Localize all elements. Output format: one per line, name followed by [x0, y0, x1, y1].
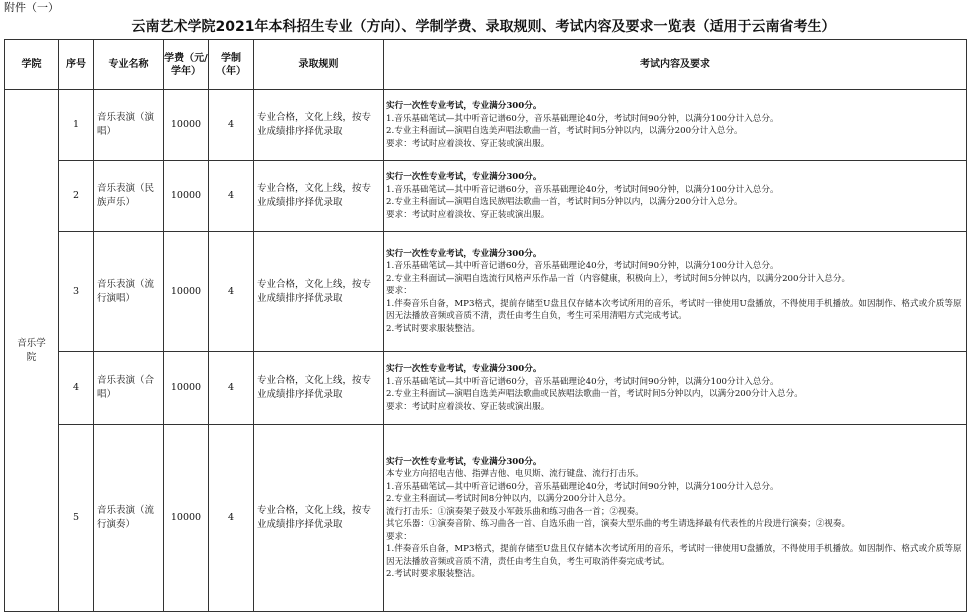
- major-cell: 音乐表演（民族声乐）: [94, 161, 164, 232]
- requirements-line: 1.音乐基础笔试—其中听音记谱60分，音乐基础理论40分，考试时间90分钟，以满分100分计入总分。: [386, 113, 779, 124]
- requirements-line: 1.音乐基础笔试—其中听音记谱60分，音乐基础理论40分，考试时间90分钟，以满分100分计入总分。: [386, 261, 779, 272]
- requirements-line: 2.考试时要求服装整洁。: [386, 569, 481, 579]
- requirements-line: 1.伴奏音乐自备，MP3格式，提前存储至U盘且仅存储本次考试所用的音乐，考试时一律使用U盘播放，不得使用手机播放。如因制作、格式或介质等原因无法播放音频或音质不清，责任由考生自负，考生可采用清唱方式完成考试。: [386, 298, 962, 322]
- fee-cell: 10000: [164, 352, 209, 425]
- fee-cell: 10000: [164, 425, 209, 612]
- rule-cell: 专业合格，文化上线，按专业成绩排序择优录取: [254, 352, 384, 425]
- requirements-line: 要求：考试时应着淡妆、穿正装或演出服。: [386, 209, 550, 220]
- requirements-line: 2.专业主科面试—演唱自选流行风格声乐作品一首（内容健康，积极向上），考试时间5分钟以内，以满分200分计入总分。: [386, 273, 851, 284]
- requirements-lead: 实行一次性专业考试，专业满分300分。: [386, 456, 542, 467]
- table-header-row: [5, 40, 967, 90]
- fee-cell: 10000: [164, 161, 209, 232]
- requirements-line: 2.专业主科面试—演唱自选民族唱法歌曲一首，考试时间5分钟以内，以满分200分计入总分。: [386, 197, 743, 207]
- requirements-line: 要求：: [386, 286, 412, 297]
- requirements-cell: [384, 352, 967, 425]
- major-cell: 音乐表演（流行演奏）: [94, 425, 164, 612]
- years-cell: 4: [209, 352, 254, 425]
- major-cell: 音乐表演（演唱）: [94, 90, 164, 161]
- requirements-cell: [384, 232, 967, 352]
- requirements-cell: [384, 425, 967, 612]
- attachment-label: 附件（一）: [4, 1, 59, 14]
- years-cell: 4: [209, 161, 254, 232]
- fee-cell: 10000: [164, 90, 209, 161]
- requirements-lead: 实行一次性专业考试，专业满分300分。: [386, 172, 542, 182]
- fee-cell: 10000: [164, 232, 209, 352]
- table-row: [5, 232, 967, 352]
- rule-cell: 专业合格，文化上线，按专业成绩排序择优录取: [254, 232, 384, 352]
- header-college: 学院: [5, 40, 59, 90]
- index-cell: 5: [59, 425, 94, 612]
- requirements-line: 1.音乐基础笔试—其中听音记谱60分，音乐基础理论40分，考试时间90分钟，以满分100分计入总分。: [386, 376, 779, 387]
- table-row: [5, 352, 967, 425]
- requirements-line: 1.伴奏音乐自备，MP3格式，提前存储至U盘且仅存储本次考试所用的音乐，考试时一律使用U盘播放，不得使用手机播放。如因制作、格式或介质等原因无法播放音频或音质不清，责任由考生自负，考生可取消伴奏完成考试。: [386, 544, 962, 567]
- header-index: 序号: [59, 40, 94, 90]
- requirements-line: 2.专业主科面试—演唱自选美声唱法歌曲或民族唱法歌曲一首，考试时间5分钟以内，以满分200分计入总分。: [386, 389, 803, 399]
- years-cell: 4: [209, 90, 254, 161]
- index-cell: 2: [59, 161, 94, 232]
- header-rule: 录取规则: [254, 40, 384, 90]
- table-row: [5, 425, 967, 612]
- document-title: 云南艺术学院2021年本科招生专业（方向）、学制学费、录取规则、考试内容及要求一览表（适用于云南省考生）: [131, 19, 836, 35]
- major-cell: 音乐表演（流行演唱）: [94, 232, 164, 352]
- requirements-lead: 实行一次性专业考试，专业满分300分。: [386, 248, 542, 259]
- requirements-line: 要求：考试时应着淡妆、穿正装或演出服。: [386, 138, 550, 149]
- requirements-line: 2.专业主科面试—考试时间8分钟以内，以满分200分计入总分。: [386, 494, 631, 504]
- header-major: 专业名称: [94, 40, 164, 90]
- requirements-cell: [384, 90, 967, 161]
- table-row: [5, 90, 967, 161]
- rule-cell: 专业合格，文化上线，按专业成绩排序择优录取: [254, 90, 384, 161]
- requirements-line: 2.考试时要求服装整洁。: [386, 323, 481, 334]
- requirements-line: 1.音乐基础笔试—其中听音记谱60分，音乐基础理论40分，考试时间90分钟，以满分100分计入总分。: [386, 481, 779, 492]
- requirements-line: 2.专业主科面试—演唱自选美声唱法歌曲一首，考试时间5分钟以内，以满分200分计入总分。: [386, 126, 743, 136]
- major-cell: 音乐表演（合唱）: [94, 352, 164, 425]
- years-cell: 4: [209, 425, 254, 612]
- index-cell: 3: [59, 232, 94, 352]
- years-cell: 4: [209, 232, 254, 352]
- requirements-line: 其它乐器：①演奏音阶、练习曲各一首、自选乐曲一首，演奏大型乐曲的考生请选择最有代表性的片段进行演奏；②视奏。: [386, 519, 851, 529]
- table-row: [5, 161, 967, 232]
- requirements-line: 1.音乐基础笔试—其中听音记谱60分，音乐基础理论40分，考试时间90分钟，以满分100分计入总分。: [386, 184, 779, 195]
- header-fee: 学费（元/学年）: [164, 40, 209, 90]
- index-cell: 4: [59, 352, 94, 425]
- requirements-line: 要求：: [386, 531, 412, 542]
- admissions-table: [4, 39, 967, 612]
- rule-cell: 专业合格，文化上线，按专业成绩排序择优录取: [254, 425, 384, 612]
- college-cell: 音乐学院: [5, 90, 59, 612]
- header-requirements: 考试内容及要求: [384, 40, 967, 90]
- requirements-cell: [384, 161, 967, 232]
- rule-cell: 专业合格，文化上线，按专业成绩排序择优录取: [254, 161, 384, 232]
- requirements-line: 流行打击乐：①演奏架子鼓及小军鼓乐曲和练习曲各一首；②视奏。: [386, 506, 644, 517]
- index-cell: 1: [59, 90, 94, 161]
- requirements-lead: 实行一次性专业考试，专业满分300分。: [386, 101, 542, 111]
- header-years: 学制（年）: [209, 40, 254, 90]
- requirements-line: 本专业方向招电吉他、指弹吉他、电贝斯、流行键盘、流行打击乐。: [386, 469, 644, 479]
- requirements-line: 要求：考试时应着淡妆、穿正装或演出服。: [386, 401, 550, 412]
- requirements-lead: 实行一次性专业考试，专业满分300分。: [386, 364, 542, 374]
